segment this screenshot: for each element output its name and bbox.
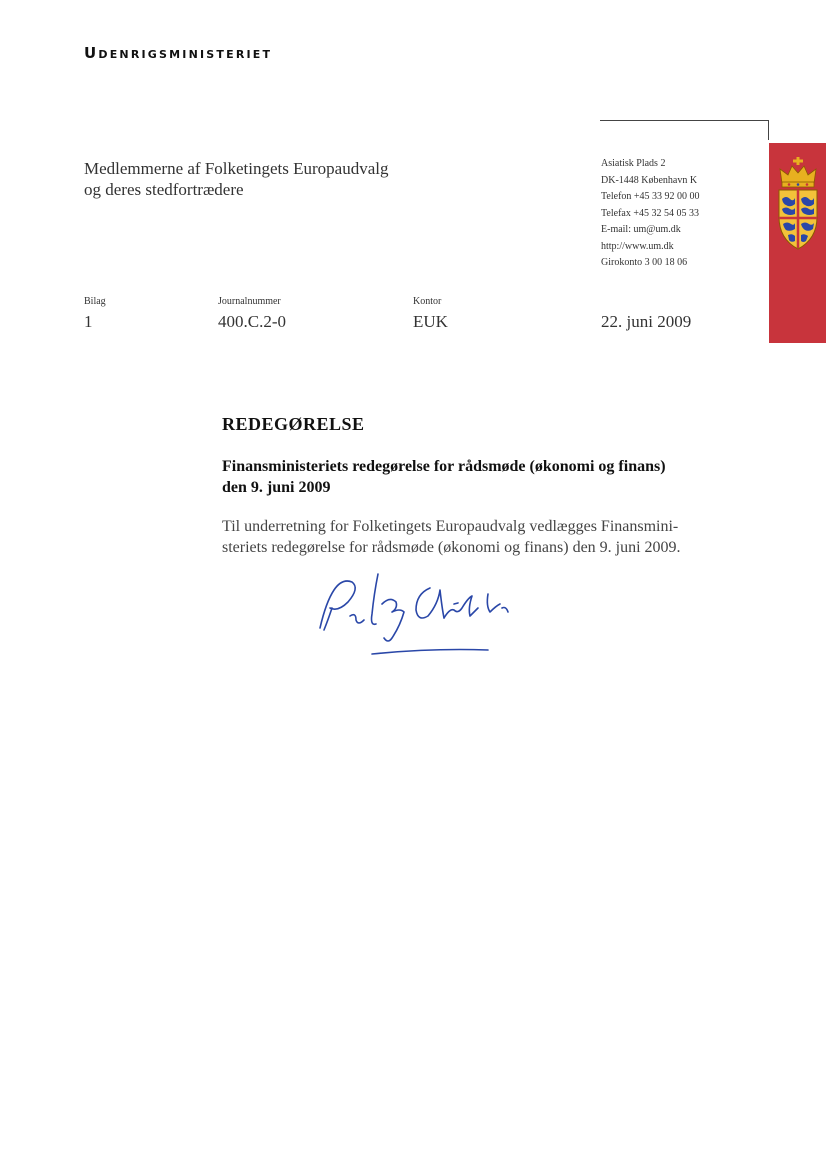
- journal-label: Journalnummer: [218, 296, 281, 307]
- address-street: Asiatisk Plads 2: [601, 158, 666, 169]
- document-subject: [222, 456, 732, 498]
- address-block: [601, 156, 700, 272]
- danish-coat-of-arms-icon: [776, 157, 820, 257]
- address-phone: Telefon +45 33 92 00 00: [601, 191, 700, 202]
- bilag-value: 1: [84, 312, 93, 331]
- subject-line-1: Finansministeriets redegørelse for rådsmøde (økonomi og finans): [222, 458, 666, 475]
- office-value: EUK: [413, 312, 448, 331]
- address-city: DK-1448 København K: [601, 174, 698, 186]
- address-fax: Telefax +45 32 54 05 33: [601, 207, 699, 219]
- document-body: [222, 516, 742, 558]
- body-line-1: Til underretning for Folketingets Europaudvalg vedlægges Finansmini-: [222, 518, 679, 535]
- handwritten-signature: [312, 568, 542, 658]
- body-line-2: steriets redegørelse for rådsmøde (økonomi og finans) den 9. juni 2009.: [222, 539, 681, 556]
- bilag-label: Bilag: [84, 296, 106, 307]
- recipient-line-2: og deres stedfortrædere: [84, 180, 244, 199]
- recipient-block: [84, 158, 389, 200]
- signature: [312, 568, 542, 663]
- address-rule-vertical: [768, 120, 769, 140]
- address-web: http://www.um.dk: [601, 240, 674, 252]
- address-giro: Girokonto 3 00 18 06: [601, 257, 688, 268]
- ministry-name: Udenrigsministeriet: [84, 44, 273, 62]
- recipient-line-1: Medlemmerne af Folketingets Europaudvalg: [84, 159, 389, 178]
- subject-line-2: den 9. juni 2009: [222, 479, 331, 496]
- document-heading: REDEGØRELSE: [222, 414, 365, 434]
- office-label: Kontor: [413, 296, 442, 307]
- address-rule: [600, 120, 768, 121]
- crest-band: [769, 143, 826, 343]
- address-email: E-mail: um@um.dk: [601, 224, 681, 235]
- document-date: 22. juni 2009: [601, 312, 692, 331]
- journal-value: 400.C.2-0: [218, 312, 286, 331]
